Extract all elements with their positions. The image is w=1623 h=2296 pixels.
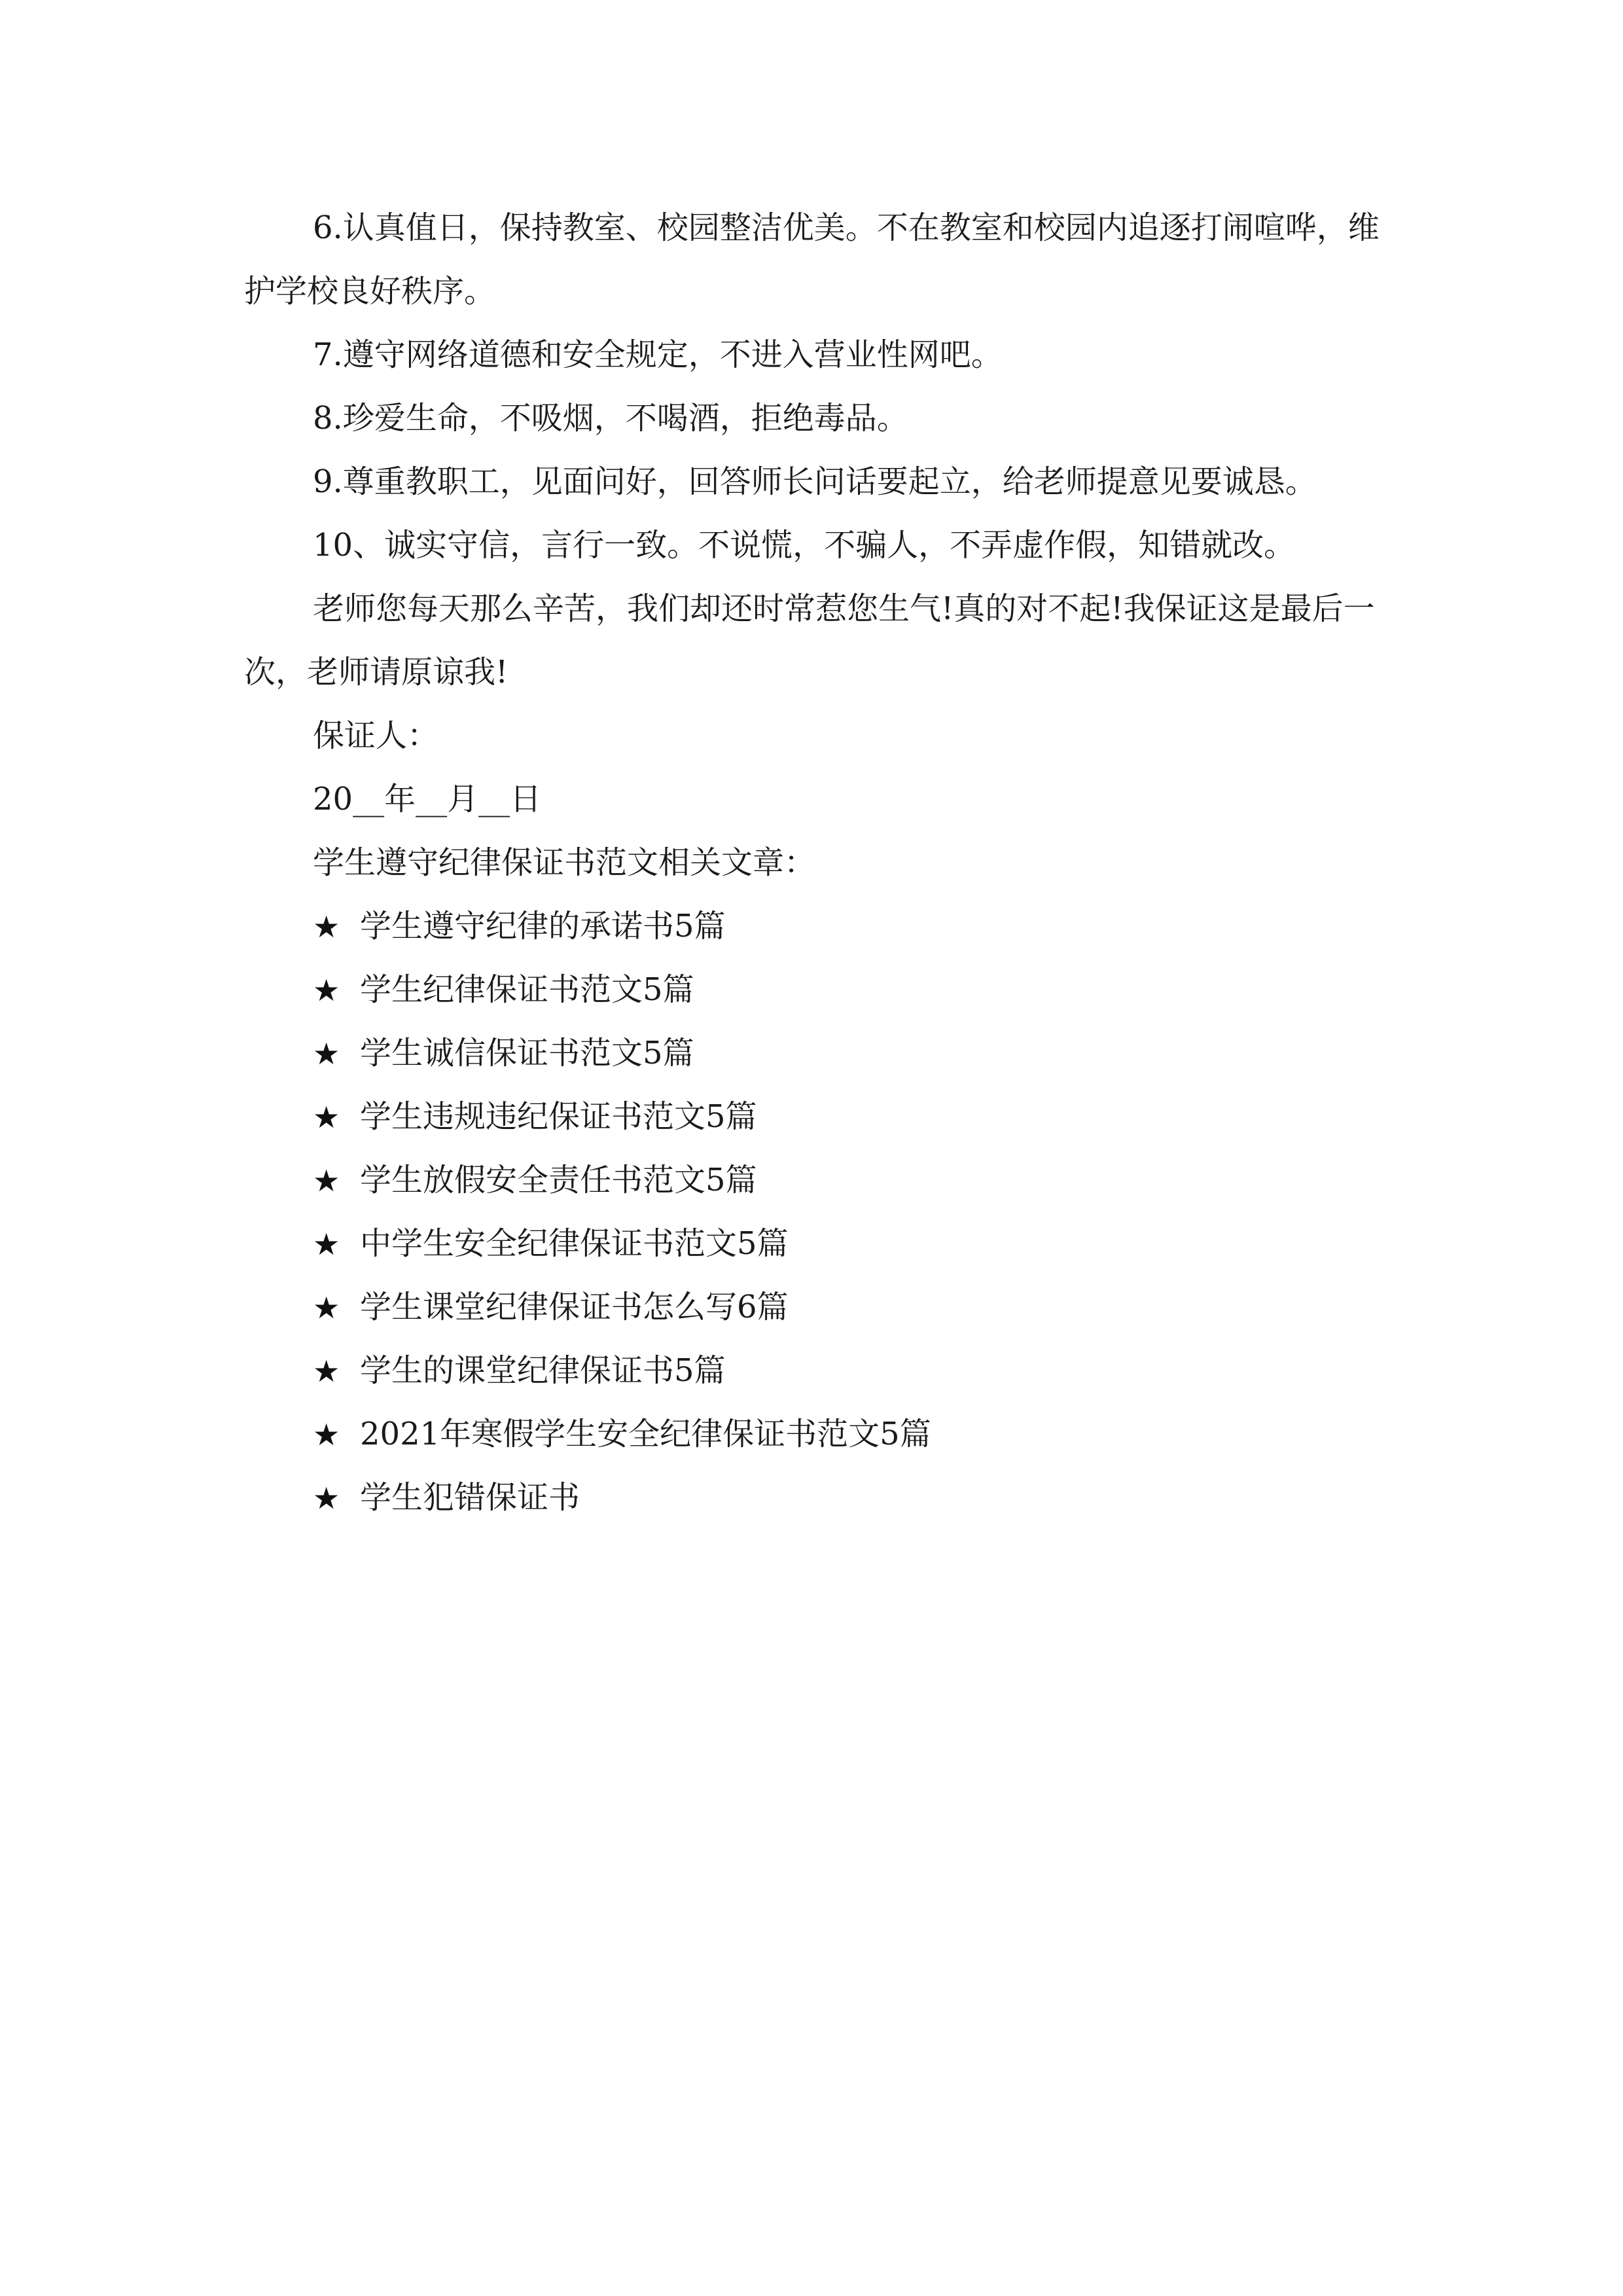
list-item[interactable] <box>244 1276 1389 1339</box>
star-icon: ★ <box>313 908 340 944</box>
paragraph-rule-10: 10、诚实守信，言行一致。不说慌，不骗人，不弄虚作假，知错就改。 <box>313 527 1296 564</box>
date-line: 20__年__月__日 <box>313 781 542 817</box>
document-body <box>244 196 1389 1530</box>
list-item[interactable] <box>244 1022 1389 1085</box>
star-icon: ★ <box>313 1289 340 1325</box>
star-icon: ★ <box>313 1226 340 1262</box>
related-article-link[interactable]: 学生遵守纪律的承诺书5篇 <box>360 908 726 944</box>
related-articles-list <box>244 895 1389 1530</box>
paragraph-rule-7: 7.遵守网络道德和安全规定，不进入营业性网吧。 <box>313 336 1003 373</box>
related-article-link[interactable]: 2021年寒假学生安全纪律保证书范文5篇 <box>360 1416 931 1452</box>
star-icon: ★ <box>313 972 340 1008</box>
list-item[interactable] <box>244 895 1389 958</box>
paragraph-rule-8: 8.珍爱生命，不吸烟，不喝酒，拒绝毒品。 <box>313 400 908 437</box>
star-icon: ★ <box>313 1353 340 1389</box>
list-item[interactable] <box>244 1085 1389 1149</box>
guarantor-label: 保证人： <box>313 717 439 754</box>
list-item[interactable] <box>244 1466 1389 1530</box>
related-article-link[interactable]: 学生违规违纪保证书范文5篇 <box>360 1098 757 1135</box>
related-article-link[interactable]: 学生放假安全责任书范文5篇 <box>360 1162 757 1198</box>
related-article-link[interactable]: 学生纪律保证书范文5篇 <box>360 971 694 1008</box>
list-item[interactable] <box>244 1212 1389 1276</box>
star-icon: ★ <box>313 1099 340 1135</box>
paragraph-rule-9: 9.尊重教职工，见面问好，回答师长问话要起立，给老师提意见要诚恳。 <box>313 463 1317 500</box>
star-icon: ★ <box>313 1416 340 1452</box>
paragraph-apology: 老师您每天那么辛苦，我们却还时常惹您生气!真的对不起!我保证这是最后一次，老师请原谅我! <box>244 590 1375 691</box>
related-article-link[interactable]: 学生课堂纪律保证书怎么写6篇 <box>360 1289 789 1325</box>
related-article-link[interactable]: 学生的课堂纪律保证书5篇 <box>360 1352 726 1389</box>
related-article-link[interactable]: 学生诚信保证书范文5篇 <box>360 1035 694 1071</box>
paragraph-rule-6: 6.认真值日，保持教室、校园整洁优美。不在教室和校园内追逐打闹喧哗，维护学校良好秩序。 <box>244 209 1380 310</box>
related-articles-heading: 学生遵守纪律保证书范文相关文章： <box>313 844 816 881</box>
star-icon: ★ <box>313 1480 340 1516</box>
list-item[interactable] <box>244 1403 1389 1466</box>
list-item[interactable] <box>244 958 1389 1022</box>
star-icon: ★ <box>313 1035 340 1071</box>
related-article-link[interactable]: 中学生安全纪律保证书范文5篇 <box>360 1225 789 1262</box>
star-icon: ★ <box>313 1162 340 1198</box>
related-article-link[interactable]: 学生犯错保证书 <box>360 1479 580 1516</box>
list-item[interactable] <box>244 1149 1389 1212</box>
list-item[interactable] <box>244 1339 1389 1403</box>
